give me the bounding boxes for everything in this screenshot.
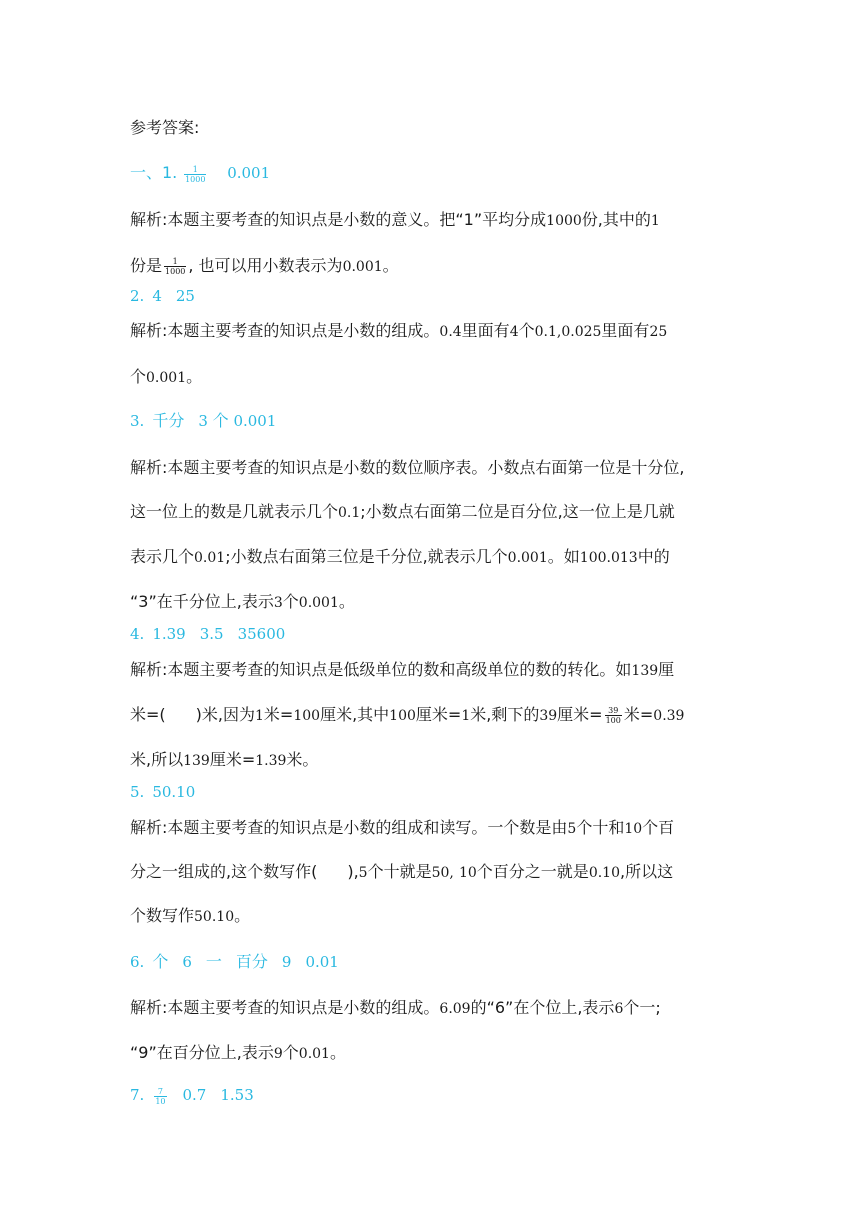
- answer-number: 7.: [130, 1086, 145, 1104]
- explanation-6-line-2: “9”在百分位上,表示9个0.01。: [130, 1043, 346, 1062]
- explanation-2-line-1: 解析:本题主要考查的知识点是小数的组成。0.4里面有4个0.1,0.025里面有25: [130, 321, 668, 340]
- answer-fraction: $\frac{7}{10}$: [155, 1086, 166, 1106]
- answer-5: 5. 50.10: [130, 783, 196, 801]
- explanation-2-line-2: 个0.001。: [130, 367, 203, 386]
- page-title: [130, 117, 199, 139]
- answer-1: [130, 162, 270, 184]
- explanation-1-line-2: 份是 $\frac{1}{1000}$ , 也可以用小数表示为0.001。: [130, 256, 399, 276]
- explanation-3-line-2: 这一位上的数是几就表示几个0.1;小数点右面第二位是百分位,这一位上是几就: [130, 502, 675, 521]
- answer-number: 6.: [130, 953, 145, 971]
- answer-2: 2. 4 25: [130, 287, 195, 305]
- explanation-4-line-2: 米=( )米,因为1米=100厘米,其中100厘米=1米,剩下的39厘米= $\frac{39}{100}$ 米=0.39: [130, 705, 685, 725]
- answer-3: 3. 千分 3 个 0.001: [130, 411, 277, 430]
- answer-4: 4. 1.39 3.5 35600: [130, 625, 286, 643]
- explanation-4-line-3: 米,所以139厘米=1.39米。: [130, 750, 319, 769]
- answer-value: 0.001: [227, 164, 271, 182]
- answer-number: 4.: [130, 625, 145, 643]
- explanation-3-line-3: 表示几个0.01;小数点右面第三位是千分位,就表示几个0.001。如100.013中的: [130, 547, 670, 566]
- explanation-5-line-2: 分之一组成的,这个数写作( ),5个十就是50, 10个百分之一就是0.10,所以这: [130, 862, 674, 881]
- explanation-3-line-4: “3”在千分位上,表示3个0.001。: [130, 592, 355, 611]
- explanation-fraction: $\frac{1}{1000}$: [165, 257, 186, 276]
- answer-7: 7. $\frac{7}{10}$ 0.7 1.53: [130, 1086, 254, 1106]
- answer-number: 一、1.: [130, 163, 178, 182]
- answer-number: 5.: [130, 783, 145, 801]
- explanation-5-line-1: 解析:本题主要考查的知识点是小数的组成和读写。一个数是由5个十和10个百: [130, 818, 675, 837]
- answer-number: 2.: [130, 287, 145, 305]
- explanation-1-line-1: 解析:本题主要考查的知识点是小数的意义。把“1”平均分成1000份,其中的1: [130, 210, 660, 229]
- explanation-3-line-1: 解析:本题主要考查的知识点是小数的数位顺序表。小数点右面第一位是十分位,: [130, 458, 685, 477]
- title-text: 参考答案:: [130, 118, 200, 137]
- explanation-5-line-3: 个数写作50.10。: [130, 906, 251, 925]
- answer-6: 6. 个 6 一 百分 9 0.01: [130, 952, 339, 971]
- explanation-6-line-1: 解析:本题主要考查的知识点是小数的组成。6.09的“6”在个位上,表示6个一;: [130, 998, 661, 1017]
- answer-fraction: $\frac{1}{1000}$: [185, 164, 206, 184]
- explanation-fraction: $\frac{39}{100}$: [605, 706, 621, 725]
- explanation-4-line-1: 解析:本题主要考查的知识点是低级单位的数和高级单位的数的转化。如139厘: [130, 660, 675, 679]
- answer-number: 3.: [130, 412, 145, 430]
